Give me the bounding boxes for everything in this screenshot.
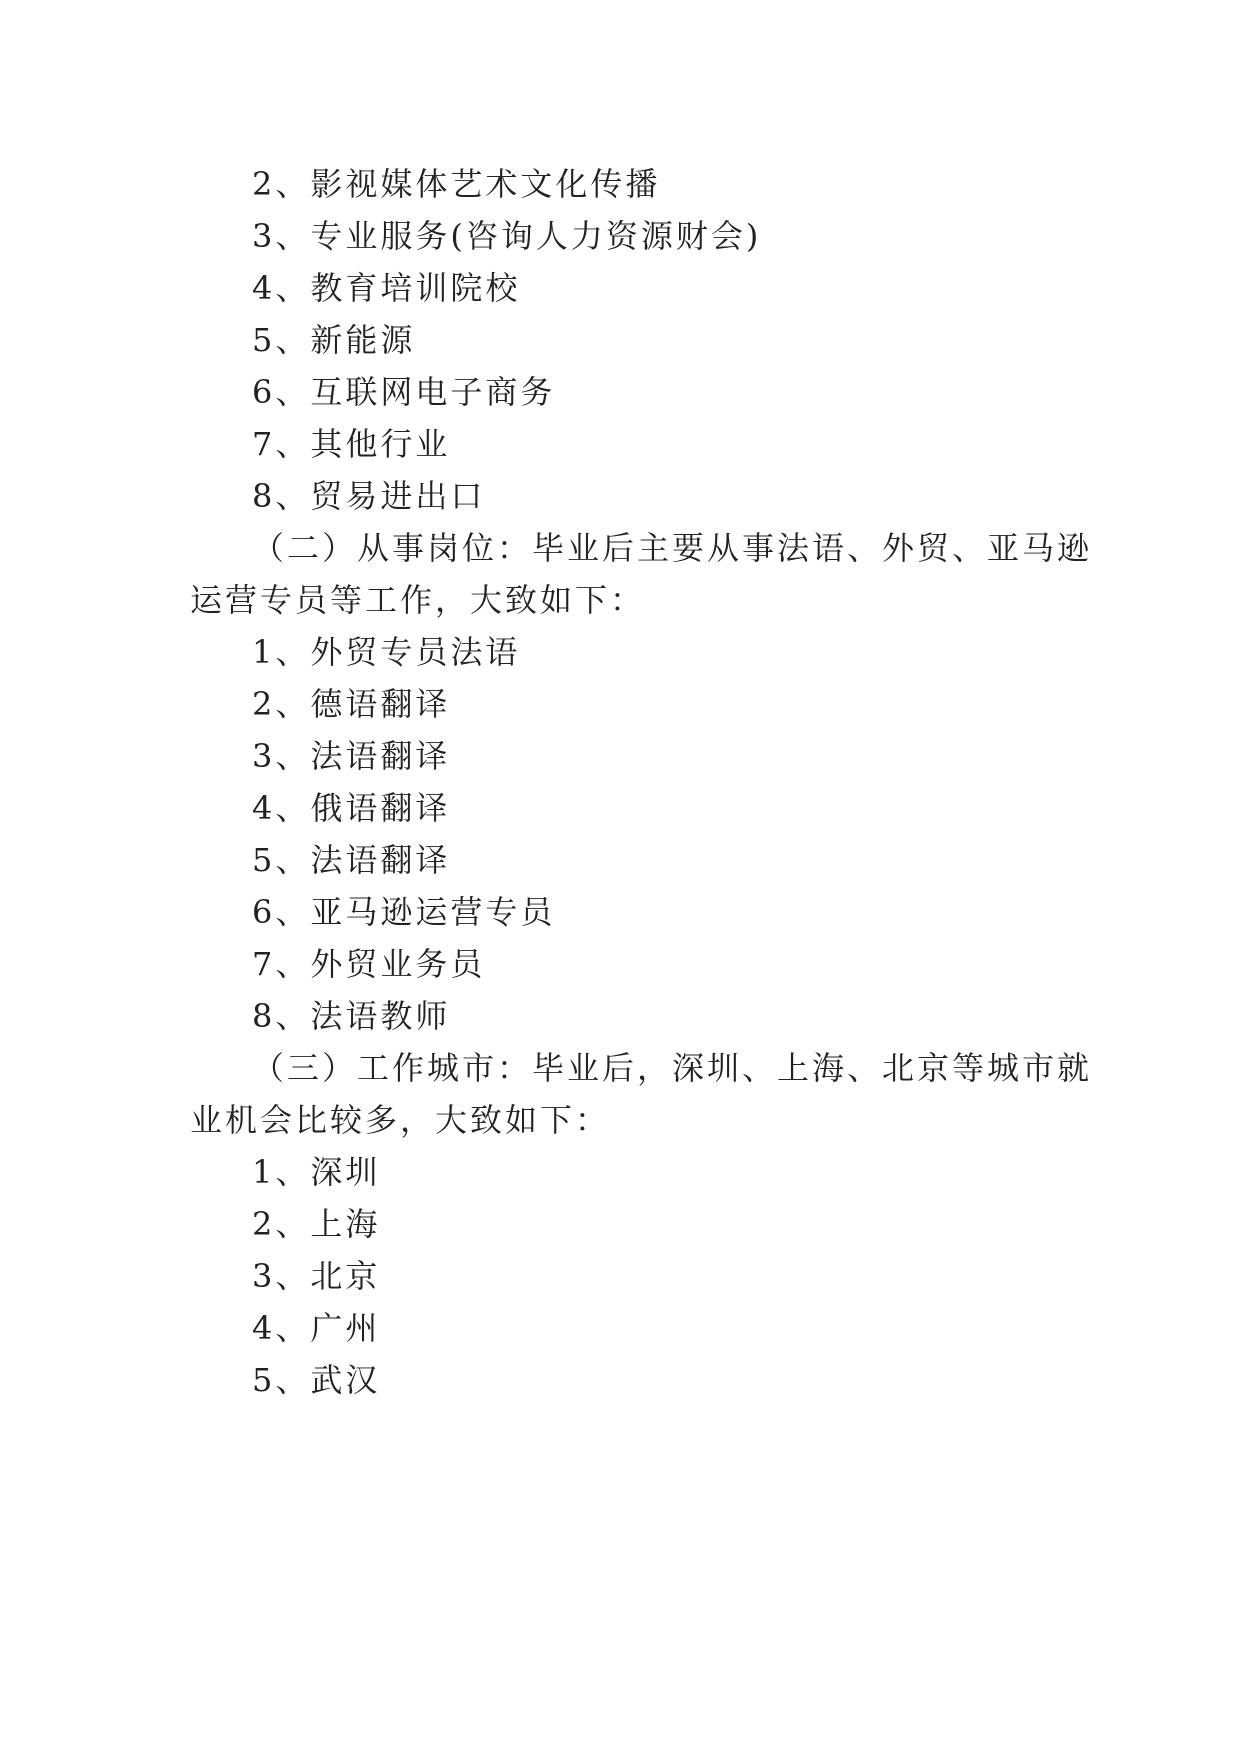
list-item: 3、法语翻译 bbox=[252, 737, 451, 775]
list-item: 4、教育培训院校 bbox=[252, 269, 521, 307]
list-item: 5、新能源 bbox=[252, 321, 416, 359]
list-item: 2、上海 bbox=[252, 1205, 381, 1243]
list-item: 2、影视媒体艺术文化传播 bbox=[252, 165, 661, 203]
section-heading-positions-continued: 运营专员等工作，大致如下： bbox=[190, 581, 646, 619]
list-item: 3、专业服务(咨询人力资源财会) bbox=[252, 217, 762, 255]
list-item: 1、外贸专员法语 bbox=[252, 633, 521, 671]
list-item: 1、深圳 bbox=[252, 1153, 381, 1191]
list-item: 3、北京 bbox=[252, 1257, 381, 1295]
section-heading-cities: （三）工作城市：毕业后，深圳、上海、北京等城市就 bbox=[252, 1049, 1093, 1087]
section-heading-cities-continued: 业机会比较多，大致如下： bbox=[190, 1101, 611, 1139]
section-heading-positions: （二）从事岗位：毕业后主要从事法语、外贸、亚马逊 bbox=[252, 529, 1093, 567]
list-item: 7、外贸业务员 bbox=[252, 945, 486, 983]
list-item: 6、亚马逊运营专员 bbox=[252, 893, 556, 931]
list-item: 7、其他行业 bbox=[252, 425, 451, 463]
list-item: 4、俄语翻译 bbox=[252, 789, 451, 827]
list-item: 5、武汉 bbox=[252, 1361, 381, 1399]
list-item: 2、德语翻译 bbox=[252, 685, 451, 723]
list-item: 6、互联网电子商务 bbox=[252, 373, 556, 411]
list-item: 5、法语翻译 bbox=[252, 841, 451, 879]
list-item: 4、广州 bbox=[252, 1309, 381, 1347]
list-item: 8、法语教师 bbox=[252, 997, 451, 1035]
list-item: 8、贸易进出口 bbox=[252, 477, 486, 515]
